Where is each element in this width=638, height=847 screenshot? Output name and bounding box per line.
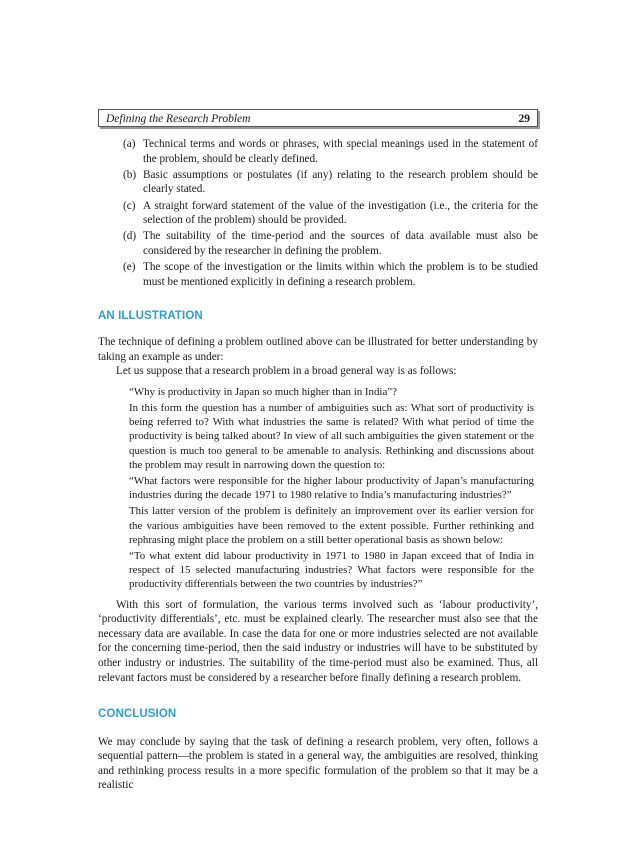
example-paragraph: In this form the question has a number of ambiguities such as: What sort of productivity is being referred to? With what industries the same is related? With what period of time the productivity is being talked about? In view of all such ambiguities the given statement or the question is much too general to be amenable to analysis. Rethinking and discussions about the problem may result in narrowing down the question to: [129,401,534,471]
example-paragraph: “Why is productivity in Japan so much higher than in India”? [129,385,397,398]
list-item-label: (c) [123,199,136,212]
conclusion-text: We may conclude by saying that the task of defining a research problem, very often, follows a sequential pattern—the problem is stated in a general way, the ambiguities are resolved, thinking and rethinking process results in a more specific formulation of the problem so that it may be a realistic [98,735,538,792]
example-paragraph: This latter version of the problem is definitely an improvement over its earlier version for the various ambiguities have been removed to the extent possible. Further rethinking and rephrasing might place the problem on a still better operational basis as shown below: [129,505,534,546]
list-item-text: Technical terms and words or phrases, with special meanings used in the statement of the problem, should be clearly defined. [143,138,538,165]
illustration-lead: Let us suppose that a research problem in a broad general way is as follows: [116,365,457,378]
list-item [98,229,538,258]
list-item-label: (e) [123,261,136,274]
page-content [98,137,538,793]
list-item-text: The suitability of the time-period and the sources of data available must also be considered by the researcher in defining the problem. [143,230,538,257]
illustration-intro: The technique of defining a problem outlined above can be illustrated for better understanding by taking an example as under: [98,335,538,363]
list-item [98,260,538,289]
list-item-text: Basic assumptions or postulates (if any) relating to the research problem should be clearly stated. [143,168,538,196]
list-item-label: (a) [123,138,136,150]
section-heading-illustration: AN ILLUSTRATION [98,310,203,323]
illustration-closing: With this sort of formulation, the various terms involved such as ‘labour productivity’, ‘productivity differentials’, etc. must be explained clearly. The researcher must also see that the necessary data are available. In case the data for one or more industries selected are not available for the concerning time-period, then the said industry or industries will have to be substituted by other industry or industries. The suitability of the time-period must also be examined. Thus, all relevant factors must be considered by a researcher before finally defining a research problem. [98,598,538,684]
list-item [98,137,538,166]
list-item-label: (b) [123,168,137,181]
list-item [98,199,538,228]
example-paragraph: “To what extent did labour productivity in 1971 to 1980 in Japan exceed that of India in respect of 15 selected manufacturing industries? What factors were responsible for the productivity differentials between the two countries by industries?” [129,549,534,591]
example-paragraph: “What factors were responsible for the higher labour productivity of Japan’s manufacturing industries during the decade 1971 to 1980 relative to India’s manufacturing industries?” [129,474,534,502]
section-heading-conclusion: CONCLUSION [98,708,177,721]
example-block [129,385,534,592]
running-header [98,109,538,127]
page-number: 29 [518,113,530,125]
list-item-label: (d) [123,230,137,243]
list-item-text: The scope of the investigation or the limits within which the problem is to be studied must be mentioned explicitly in defining a research problem. [143,261,538,288]
requirements-list [98,137,538,289]
running-header-title: Defining the Research Problem [106,113,251,125]
list-item [98,168,538,197]
list-item-text: A straight forward statement of the value of the investigation (i.e., the criteria for the selection of the problem) should be provided. [143,199,538,227]
